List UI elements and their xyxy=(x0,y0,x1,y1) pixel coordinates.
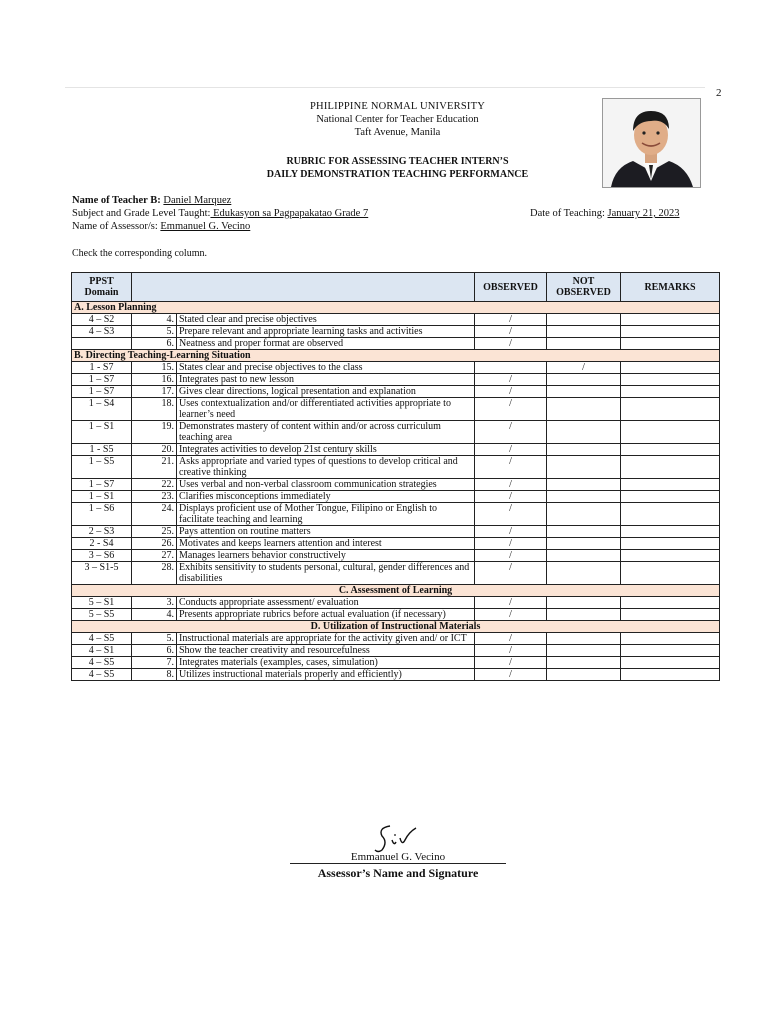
domain-code: 4 – S3 xyxy=(72,326,132,338)
subject-label: Subject and Grade Level Taught: xyxy=(72,208,211,219)
observed-cell[interactable]: / xyxy=(475,657,547,669)
not-observed-cell[interactable] xyxy=(547,503,621,526)
domain-code: 4 – S2 xyxy=(72,314,132,326)
observed-cell[interactable]: / xyxy=(475,633,547,645)
table-row xyxy=(72,456,720,479)
item-number: 21. xyxy=(132,456,177,479)
domain-code: 1 – S6 xyxy=(72,503,132,526)
observed-cell[interactable]: / xyxy=(475,374,547,386)
not-observed-cell[interactable] xyxy=(547,479,621,491)
remarks-cell[interactable] xyxy=(621,633,720,645)
item-number: 5. xyxy=(132,633,177,645)
not-observed-cell[interactable] xyxy=(547,386,621,398)
observed-cell[interactable]: / xyxy=(475,609,547,621)
remarks-cell[interactable] xyxy=(621,314,720,326)
signature-label: Assessor’s Name and Signature xyxy=(317,866,479,880)
item-text: Show the teacher creativity and resourcefulness xyxy=(177,645,475,657)
table-row xyxy=(72,421,720,444)
not-observed-cell[interactable] xyxy=(547,550,621,562)
remarks-cell[interactable] xyxy=(621,326,720,338)
remarks-cell[interactable] xyxy=(621,657,720,669)
subject-row xyxy=(72,208,368,220)
item-text: Displays proficient use of Mother Tongue, Filipino or English to facilitate teaching and learning xyxy=(177,503,475,526)
header-remarks: REMARKS xyxy=(621,273,720,302)
table-row xyxy=(72,362,720,374)
teacher-label: Name of Teacher B: xyxy=(72,195,161,206)
not-observed-cell[interactable] xyxy=(547,645,621,657)
table-row xyxy=(72,374,720,386)
remarks-cell[interactable] xyxy=(621,645,720,657)
remarks-cell[interactable] xyxy=(621,550,720,562)
domain-code: 3 – S1-5 xyxy=(72,562,132,585)
university-header xyxy=(190,100,605,139)
table-row xyxy=(72,398,720,421)
item-text: States clear and precise objectives to the class xyxy=(177,362,475,374)
observed-cell[interactable]: / xyxy=(475,398,547,421)
item-text: Manages learners behavior constructively xyxy=(177,550,475,562)
table-row xyxy=(72,657,720,669)
observed-cell[interactable]: / xyxy=(475,338,547,350)
remarks-cell[interactable] xyxy=(621,479,720,491)
remarks-cell[interactable] xyxy=(621,338,720,350)
table-body xyxy=(72,302,720,681)
section-title: A. Lesson Planning xyxy=(72,302,720,314)
item-number: 26. xyxy=(132,538,177,550)
remarks-cell[interactable] xyxy=(621,374,720,386)
item-number: 8. xyxy=(132,669,177,681)
date-value: January 21, 2023 xyxy=(607,208,680,219)
item-number: 15. xyxy=(132,362,177,374)
item-number: 18. xyxy=(132,398,177,421)
item-text: Clarifies misconceptions immediately xyxy=(177,491,475,503)
section-row xyxy=(72,585,720,597)
header-indicator xyxy=(132,273,475,302)
item-number: 22. xyxy=(132,479,177,491)
domain-code: 4 – S5 xyxy=(72,669,132,681)
remarks-cell[interactable] xyxy=(621,597,720,609)
not-observed-cell[interactable] xyxy=(547,326,621,338)
remarks-cell[interactable] xyxy=(621,456,720,479)
signature-line xyxy=(290,863,506,864)
item-number: 27. xyxy=(132,550,177,562)
item-number: 17. xyxy=(132,386,177,398)
domain-code: 1 - S5 xyxy=(72,444,132,456)
not-observed-cell[interactable] xyxy=(547,338,621,350)
not-observed-cell[interactable] xyxy=(547,597,621,609)
item-number: 23. xyxy=(132,491,177,503)
not-observed-cell[interactable]: / xyxy=(547,362,621,374)
observed-cell[interactable]: / xyxy=(475,314,547,326)
not-observed-cell[interactable] xyxy=(547,491,621,503)
not-observed-cell[interactable] xyxy=(547,669,621,681)
domain-code: 5 – S1 xyxy=(72,597,132,609)
not-observed-cell[interactable] xyxy=(547,562,621,585)
table-row xyxy=(72,491,720,503)
item-text: Gives clear directions, logical presentation and explanation xyxy=(177,386,475,398)
section-row xyxy=(72,350,720,362)
table-row xyxy=(72,609,720,621)
item-number: 19. xyxy=(132,421,177,444)
remarks-cell[interactable] xyxy=(621,538,720,550)
domain-code: 1 – S4 xyxy=(72,398,132,421)
table-row xyxy=(72,669,720,681)
instruction-text: Check the corresponding column. xyxy=(72,248,207,259)
domain-code: 2 - S4 xyxy=(72,538,132,550)
item-text: Demonstrates mastery of content within and/or across curriculum teaching area xyxy=(177,421,475,444)
document-title xyxy=(190,155,605,181)
item-text: Integrates activities to develop 21st century skills xyxy=(177,444,475,456)
item-text: Neatness and proper format are observed xyxy=(177,338,475,350)
domain-code: 1 – S7 xyxy=(72,386,132,398)
remarks-cell[interactable] xyxy=(621,526,720,538)
not-observed-cell[interactable] xyxy=(547,421,621,444)
header-observed: OBSERVED xyxy=(475,273,547,302)
item-number: 4. xyxy=(132,314,177,326)
table-row xyxy=(72,645,720,657)
domain-code: 1 – S7 xyxy=(72,374,132,386)
observed-cell[interactable]: / xyxy=(475,326,547,338)
item-text: Exhibits sensitivity to students personal, cultural, gender differences and disabilities xyxy=(177,562,475,585)
table-row xyxy=(72,386,720,398)
not-observed-cell[interactable] xyxy=(547,526,621,538)
university-name: PHILIPPINE NORMAL UNIVERSITY xyxy=(310,101,485,112)
observed-cell[interactable]: / xyxy=(475,421,547,444)
item-text: Integrates materials (examples, cases, simulation) xyxy=(177,657,475,669)
item-number: 25. xyxy=(132,526,177,538)
item-text: Asks appropriate and varied types of questions to develop critical and creative thinking xyxy=(177,456,475,479)
not-observed-cell[interactable] xyxy=(547,456,621,479)
domain-code: 4 – S5 xyxy=(72,633,132,645)
table-row xyxy=(72,326,720,338)
rubric-table xyxy=(71,272,720,681)
not-observed-cell[interactable] xyxy=(547,609,621,621)
item-text: Motivates and keeps learners attention and interest xyxy=(177,538,475,550)
domain-code: 1 – S5 xyxy=(72,456,132,479)
domain-code: 5 – S5 xyxy=(72,609,132,621)
table-row xyxy=(72,633,720,645)
domain-code: 3 – S6 xyxy=(72,550,132,562)
domain-code: 1 – S1 xyxy=(72,491,132,503)
domain-code: 4 – S1 xyxy=(72,645,132,657)
table-row xyxy=(72,503,720,526)
observed-cell[interactable]: / xyxy=(475,550,547,562)
title-line-1: RUBRIC FOR ASSESSING TEACHER INTERN’S xyxy=(286,156,509,167)
remarks-cell[interactable] xyxy=(621,421,720,444)
table-row xyxy=(72,562,720,585)
section-title: C. Assessment of Learning xyxy=(72,585,720,597)
observed-cell[interactable]: / xyxy=(475,538,547,550)
center-name: National Center for Teacher Education xyxy=(316,114,479,125)
observed-cell[interactable]: / xyxy=(475,669,547,681)
item-number: 24. xyxy=(132,503,177,526)
header-not-observed: NOT OBSERVED xyxy=(547,273,621,302)
remarks-cell[interactable] xyxy=(621,491,720,503)
item-text: Conducts appropriate assessment/ evaluation xyxy=(177,597,475,609)
not-observed-cell[interactable] xyxy=(547,314,621,326)
remarks-cell[interactable] xyxy=(621,562,720,585)
observed-cell[interactable]: / xyxy=(475,503,547,526)
remarks-cell[interactable] xyxy=(621,609,720,621)
item-number: 5. xyxy=(132,326,177,338)
item-number: 28. xyxy=(132,562,177,585)
item-text: Uses contextualization and/or differentiated activities appropriate to learner’s need xyxy=(177,398,475,421)
item-text: Uses verbal and non-verbal classroom communication strategies xyxy=(177,479,475,491)
remarks-cell[interactable] xyxy=(621,362,720,374)
not-observed-cell[interactable] xyxy=(547,538,621,550)
domain-code: 2 – S3 xyxy=(72,526,132,538)
table-row xyxy=(72,538,720,550)
observed-cell[interactable]: / xyxy=(475,562,547,585)
remarks-cell[interactable] xyxy=(621,398,720,421)
header-domain: PPST Domain xyxy=(72,273,132,302)
table-row xyxy=(72,597,720,609)
table-row xyxy=(72,526,720,538)
item-text: Stated clear and precise objectives xyxy=(177,314,475,326)
item-number: 6. xyxy=(132,645,177,657)
domain-code: 4 – S5 xyxy=(72,657,132,669)
table-row xyxy=(72,314,720,326)
assessor-label: Name of Assessor/s: xyxy=(72,221,158,232)
date-row xyxy=(530,208,680,219)
address: Taft Avenue, Manila xyxy=(354,127,441,138)
remarks-cell[interactable] xyxy=(621,444,720,456)
observed-cell[interactable]: / xyxy=(475,526,547,538)
item-text: Instructional materials are appropriate for the activity given and/ or ICT xyxy=(177,633,475,645)
subject-value: Edukasyon sa Pagpapakatao Grade 7 xyxy=(210,208,369,219)
table-row xyxy=(72,479,720,491)
page-number: 2 xyxy=(716,87,722,99)
remarks-cell[interactable] xyxy=(621,669,720,681)
item-number: 20. xyxy=(132,444,177,456)
item-text: Prepare relevant and appropriate learning tasks and activities xyxy=(177,326,475,338)
not-observed-cell[interactable] xyxy=(547,657,621,669)
signature-mark xyxy=(372,822,422,854)
observed-cell[interactable]: / xyxy=(475,479,547,491)
domain-code xyxy=(72,338,132,350)
observed-cell[interactable]: / xyxy=(475,386,547,398)
item-text: Integrates past to new lesson xyxy=(177,374,475,386)
assessor-value: Emmanuel G. Vecino xyxy=(160,221,251,232)
table-header-row xyxy=(72,273,720,302)
remarks-cell[interactable] xyxy=(621,503,720,526)
section-title: D. Utilization of Instructional Materials xyxy=(72,621,720,633)
observed-cell[interactable] xyxy=(475,362,547,374)
teacher-row xyxy=(72,195,231,207)
item-number: 6. xyxy=(132,338,177,350)
not-observed-cell[interactable] xyxy=(547,633,621,645)
item-number: 7. xyxy=(132,657,177,669)
item-number: 4. xyxy=(132,609,177,621)
top-rule xyxy=(65,87,705,88)
date-label: Date of Teaching: xyxy=(530,208,605,219)
item-text: Presents appropriate rubrics before actual evaluation (if necessary) xyxy=(177,609,475,621)
assessor-row xyxy=(72,221,250,233)
title-line-2: DAILY DEMONSTRATION TEACHING PERFORMANCE xyxy=(266,169,529,180)
not-observed-cell[interactable] xyxy=(547,444,621,456)
not-observed-cell[interactable] xyxy=(547,398,621,421)
section-row xyxy=(72,621,720,633)
table-row xyxy=(72,550,720,562)
not-observed-cell[interactable] xyxy=(547,374,621,386)
domain-code: 1 - S7 xyxy=(72,362,132,374)
observed-cell[interactable]: / xyxy=(475,444,547,456)
signature-name: Emmanuel G. Vecino xyxy=(350,851,446,863)
domain-code: 1 – S1 xyxy=(72,421,132,444)
table-row xyxy=(72,444,720,456)
observed-cell[interactable]: / xyxy=(475,645,547,657)
item-text: Pays attention on routine matters xyxy=(177,526,475,538)
domain-code: 1 – S7 xyxy=(72,479,132,491)
section-row xyxy=(72,302,720,314)
section-title: B. Directing Teaching-Learning Situation xyxy=(72,350,720,362)
teacher-name: Daniel Marquez xyxy=(163,195,232,206)
observed-cell[interactable]: / xyxy=(475,597,547,609)
observed-cell[interactable]: / xyxy=(475,456,547,479)
item-number: 3. xyxy=(132,597,177,609)
teacher-photo xyxy=(602,98,701,188)
table-row xyxy=(72,338,720,350)
item-number: 16. xyxy=(132,374,177,386)
remarks-cell[interactable] xyxy=(621,386,720,398)
item-text: Utilizes instructional materials properly and efficiently) xyxy=(177,669,475,681)
observed-cell[interactable]: / xyxy=(475,491,547,503)
